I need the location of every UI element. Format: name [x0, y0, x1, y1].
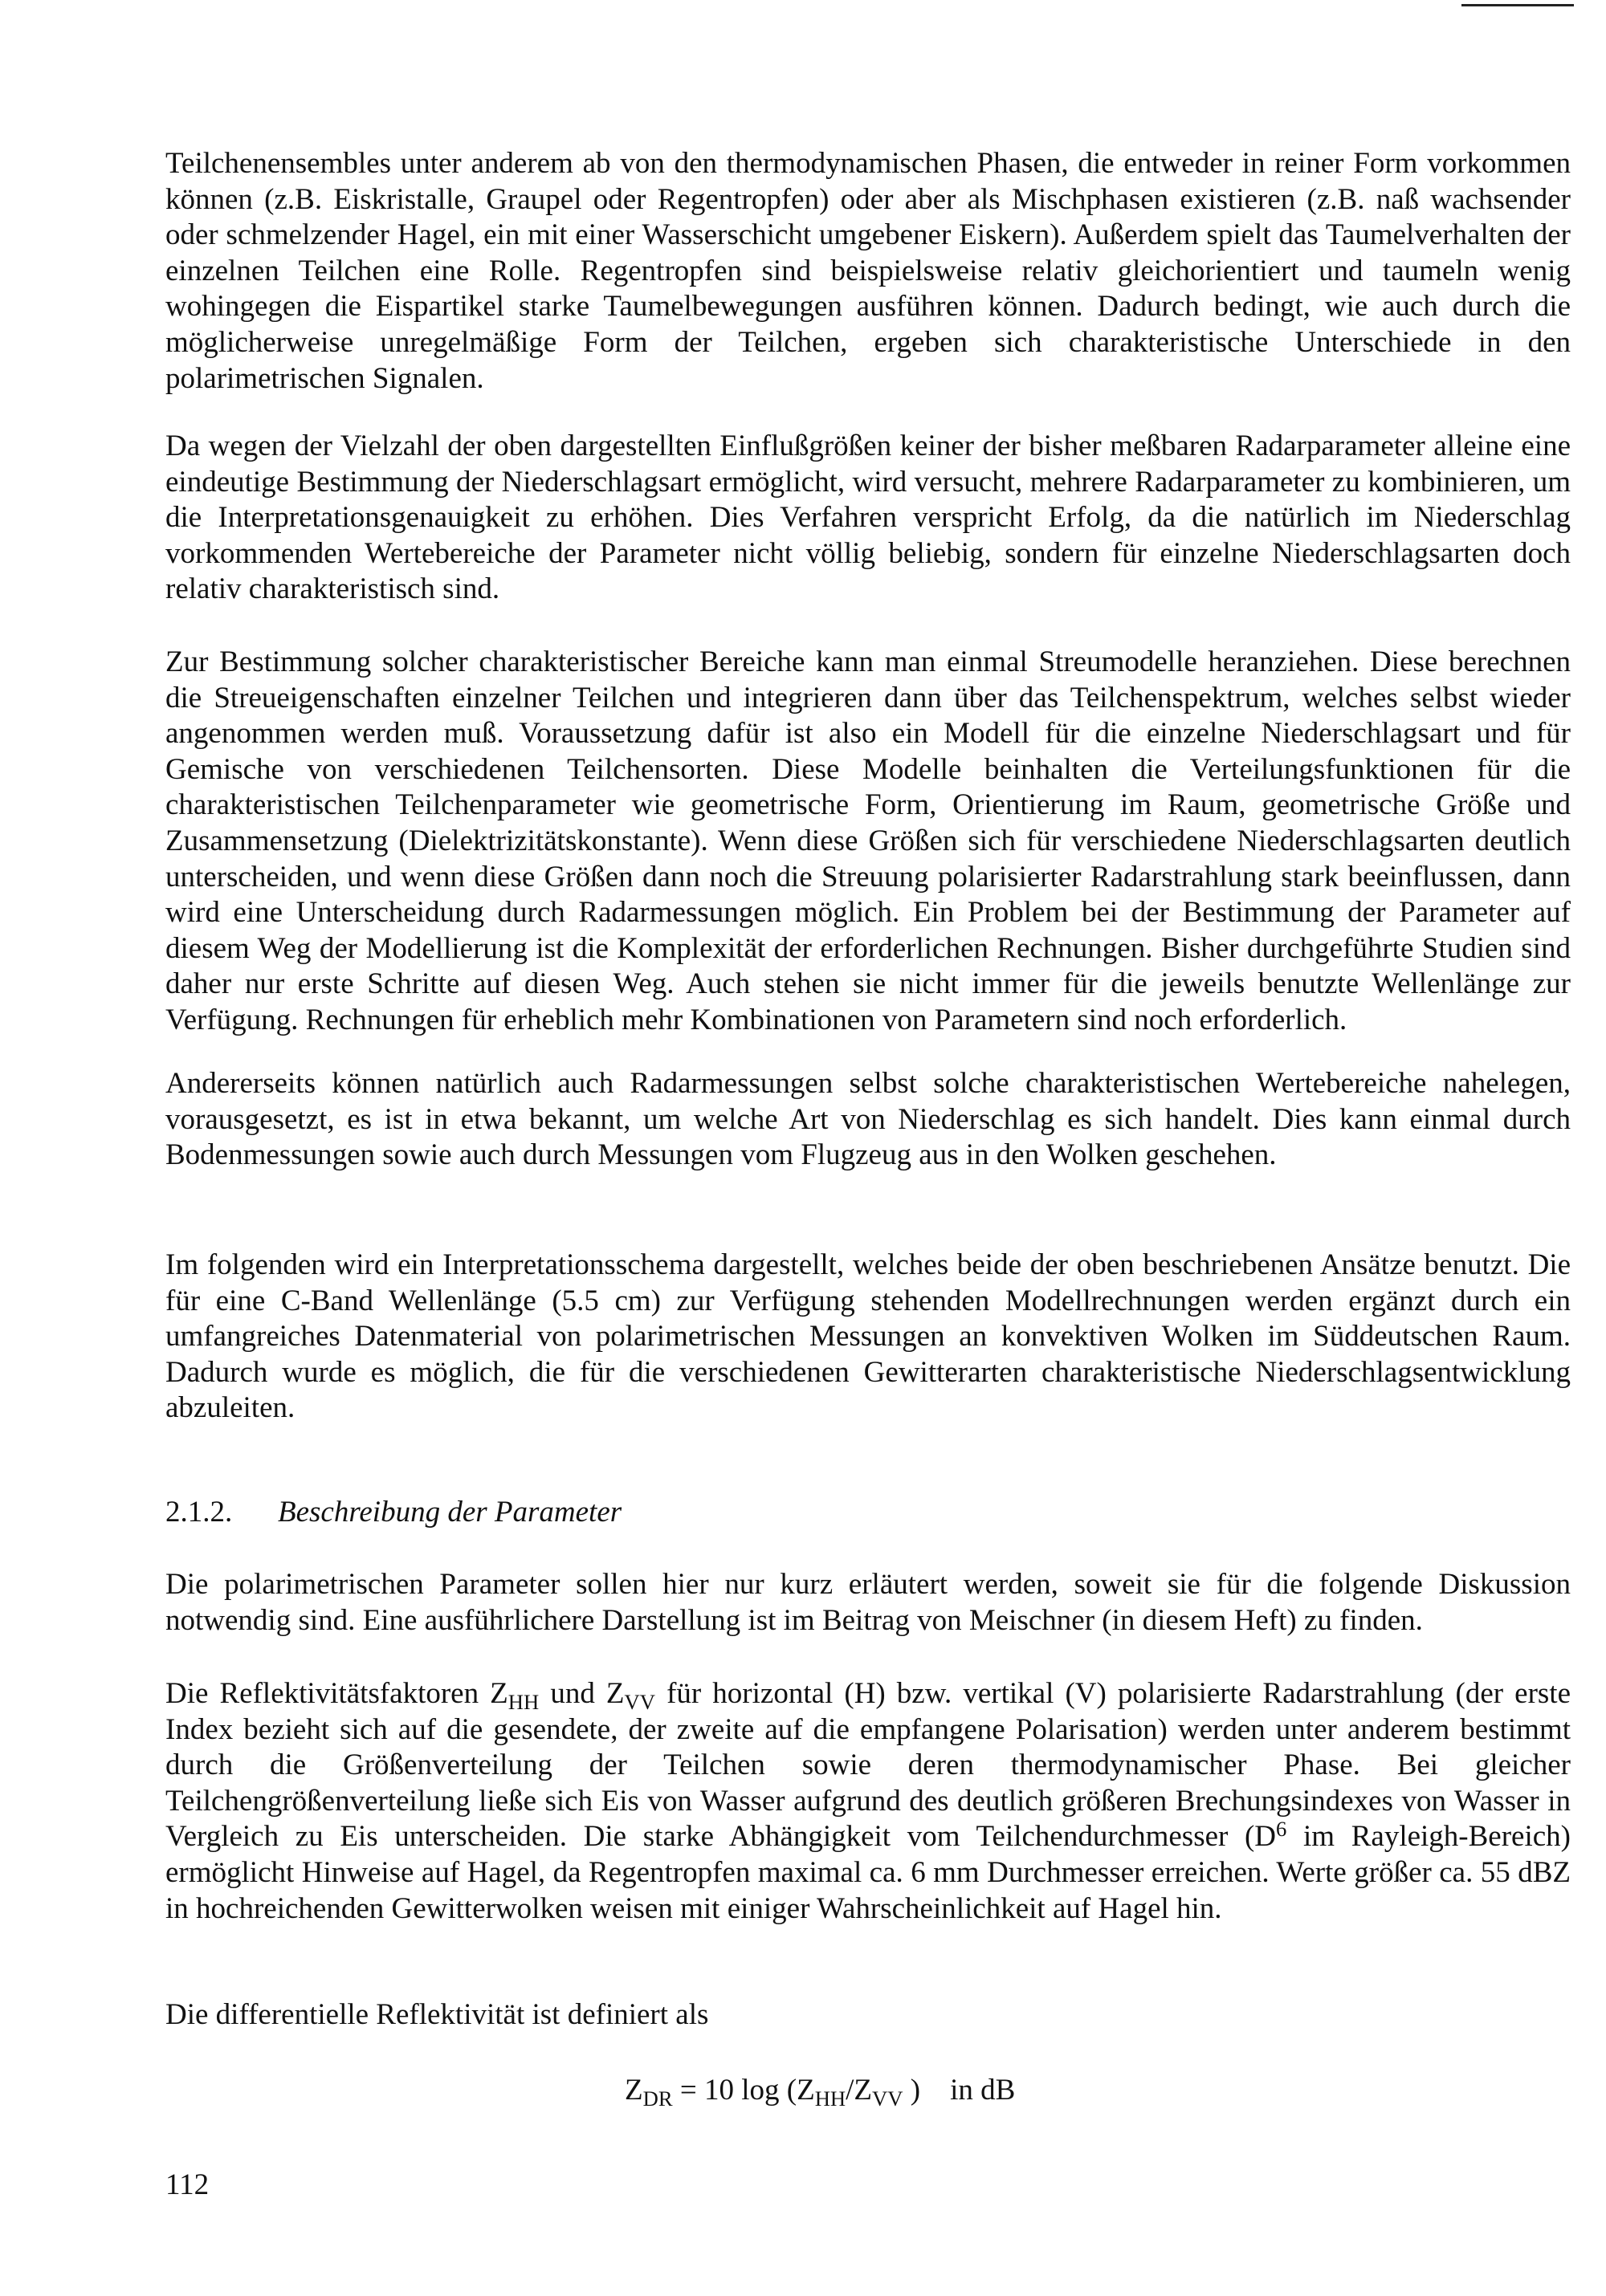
paragraph-intro: Die polarimetrischen Parameter sollen hier nur kurz erläutert werden, soweit sie für die folgende Diskussion notwendig sind. Eine ausführlichere Darstellung ist im Beitrag von Meischner (in diesem Heft) zu finden.	[165, 1568, 1571, 1637]
text: für horizontal (H) bzw. vertikal (V) polarisierte Radarstrahlung (der erste Index bezieht sich auf die gesendete, der zweite auf die empfangene Polarisation) werden unter anderem bestimmt durch die Größenverteilung der Teilchen sowie deren thermodynamischer Phase. Bei gleicher Teilchengrößenverteilung ließe sich Eis von Wasser aufgrund des deutlich größeren Brechungsindexes von Wasser in Vergleich zu Eis unterscheiden. Die starke Abhängigkeit vom Teilchendurchmesser (D	[165, 1677, 1571, 1854]
paragraph-reflectivity	[165, 1676, 1571, 1927]
text: und Z	[539, 1677, 625, 1710]
paragraph-parameters: Da wegen der Vielzahl der oben dargestellten Einflußgrößen keiner der bisher meßbaren Radarparameter alleine eine eindeutige Bestimmung der Niederschlagsart ermöglicht, wird versucht, mehrere Radarparameter zu kombinieren, um die Interpretationsgenauigkeit zu erhöhen. Dies Verfahren verspricht Erfolg, da die natürlich im Niederschlag vorkommenden Wertebereiche der Parameter nicht völlig beliebig, sondern für einzelne Niederschlagsarten doch relativ charakteristisch sind.	[165, 429, 1571, 606]
paragraph-scattering-models: Zur Bestimmung solcher charakteristischer Bereiche kann man einmal Streumodelle heranziehen. Diese berechnen die Streueigenschaften einzelner Teilchen und integrieren dann über das Teilchenspektrum, welches selbst wieder angenommen werden muß. Voraussetzung dafür ist also ein Modell für die einzelne Niederschlagsart und für Gemische von verschiedenen Teilchensorten. Diese Modelle beinhalten die Verteilungsfunktionen für die charakteristischen Teilchenparameter wie geometrische Form, Orientierung im Raum, geometrische Größe und Zusammensetzung (Dielektrizitätskonstante). Wenn diese Größen sich für verschiedene Niederschlagsarten deutlich unterscheiden, und wenn diese Größen dann noch die Streuung polarisierter Radarstrahlung stark beeinflussen, dann wird eine Unterscheidung durch Radarmessungen möglich. Ein Problem bei der Bestimmung der Parameter auf diesem Weg der Modellierung ist die Komplexität der erforderlichen Rechnungen. Bisher durchgeführte Studien sind daher nur erste Schritte auf diesen Weg. Auch stehen sie nicht immer für die jeweils benutzte Wellenlänge zur Verfügung. Rechnungen für erheblich mehr Kombinationen von Parametern sind noch erforderlich.	[165, 645, 1571, 1036]
zdr-formula: $Z_{DR} = 10$ $\log (Z_{HH}/Z_{VV}$ ) in dB	[625, 2074, 1016, 2111]
subscript: HH	[507, 1689, 540, 1714]
paragraph-phases: Teilchenensembles unter anderem ab von den thermodynamischen Phasen, die entweder in reiner Form vorkommen können (z.B. Eiskristalle, Graupel oder Regentropfen) oder aber als Mischphasen existieren (z.B. naß wachsender oder schmelzender Hagel, ein mit einer Wasserschicht umgebener Eiskern). Außerdem spielt das Taumelverhalten der einzelnen Teilchen eine Rolle. Regentropfen sind beispielsweise relativ gleichorientiert und taumeln wenig wohingegen die Eispartikel starke Taumelbewegungen ausführen können. Dadurch bedingt, wie auch durch die möglicherweise unregelmäßige Form der Teilchen, ergeben sich charakteristische Unterschiede in den polarimetrischen Signalen.	[165, 147, 1571, 395]
header-rule	[1461, 4, 1574, 6]
paragraph-radar-measurements: Andererseits können natürlich auch Radarmessungen selbst solche charakteristischen Wertebereiche nahelegen, vorausgesetzt, es ist in etwa bekannt, um welche Art von Niederschlag es sich handelt. Dies kann einmal durch Bodenmessungen sowie auch durch Messungen vom Flugzeug aus in den Wolken geschehen.	[165, 1067, 1571, 1172]
section-heading	[165, 1495, 622, 1531]
subscript: VV	[624, 1689, 655, 1714]
text: im Rayleigh-Bereich) ermöglicht Hinweise auf Hagel, da Regentropfen maximal ca. 6 mm Durchmesser erreichen. Werte größer ca. 55 dBZ in hochreichenden Gewitterwolken weisen mit einiger Wahrscheinlichkeit auf Hagel hin.	[165, 1820, 1571, 1925]
paragraph-zdr-definition: Die differentielle Reflektivität ist definiert als	[165, 1998, 709, 2031]
section-number: 2.1.2.	[165, 1496, 233, 1529]
page-number: 112	[165, 2168, 210, 2201]
text: Die Reflektivitätsfaktoren Z	[165, 1677, 508, 1710]
paragraph-interpretation-scheme: Im folgenden wird ein Interpretationsschema dargestellt, welches beide der oben beschriebenen Ansätze benutzt. Die für eine C-Band Wellenlänge (5.5 cm) zur Verfügung stehenden Modellrechnungen werden ergänzt durch ein umfangreiches Datenmaterial von polarimetrischen Messungen an konvektiven Wolken im Süddeutschen Raum. Dadurch wurde es möglich, die für die verschiedenen Gewitterarten charakteristische Niederschlagsentwicklung abzuleiten.	[165, 1248, 1571, 1425]
section-title: Beschreibung der Parameter	[278, 1496, 622, 1529]
superscript: 6	[1276, 1817, 1287, 1842]
